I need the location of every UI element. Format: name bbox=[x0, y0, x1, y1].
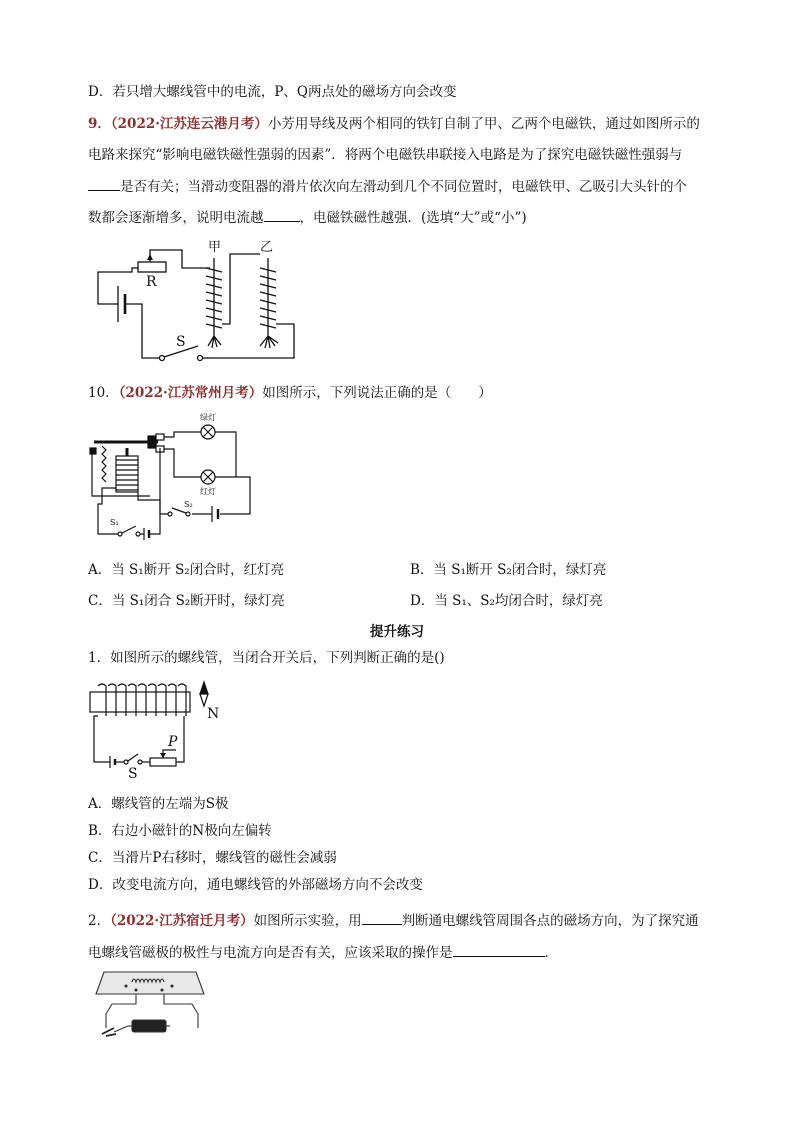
q9-label-jia: 甲 bbox=[208, 240, 222, 255]
p1-option-b: B．右边小磁针的N极向左偏转 bbox=[88, 823, 272, 839]
q10-source: （2022·江苏常州月考） bbox=[118, 385, 263, 401]
p2-source: （2022·江苏宿迁月考） bbox=[110, 913, 254, 929]
p1-option-a: A．螺线管的左端为S极 bbox=[88, 796, 229, 812]
p1-solenoid-figure bbox=[88, 678, 238, 783]
q10-relay-circuit-figure bbox=[88, 412, 258, 540]
q10-stem bbox=[88, 383, 492, 403]
p2-line-1 bbox=[88, 910, 699, 931]
q10-option-a: A．当 S₁断开 S₂闭合时，红灯亮 bbox=[88, 562, 285, 578]
q10-text: 如图所示，下列说法正确的是（ ） bbox=[262, 385, 492, 401]
q9-label-yi: 乙 bbox=[260, 240, 274, 255]
p2-line-2 bbox=[88, 942, 558, 963]
p1-label-p: P bbox=[168, 734, 178, 750]
p2-experiment-figure bbox=[92, 968, 212, 1046]
q9-line-4 bbox=[88, 207, 527, 228]
p1-label-s: S bbox=[128, 766, 138, 782]
q10-label-green-lamp: 绿灯 bbox=[200, 413, 216, 422]
p2-text-2b: ． bbox=[544, 945, 558, 961]
q9-label-r: R bbox=[146, 274, 157, 290]
p1-label-n: N bbox=[207, 706, 220, 722]
q9-blank-2[interactable] bbox=[264, 207, 300, 222]
q10-option-c: C．当 S₁闭合 S₂断开时，绿灯亮 bbox=[88, 593, 285, 609]
q9-text-3: 是否有关；当滑动变阻器的滑片依次向左滑动到几个不同位置时，电磁铁甲、乙吸引大头针的个 bbox=[120, 179, 687, 195]
q9-text-1: 小芳用导线及两个相同的铁钉自制了甲、乙两个电磁铁，通过如图所示的 bbox=[267, 116, 700, 132]
q9-source: （2022·江苏连云港月考） bbox=[110, 116, 268, 132]
p2-blank-1[interactable] bbox=[362, 910, 402, 925]
p2-text-1b: 判断通电螺线管周围各点的磁场方向，为了探究通 bbox=[401, 913, 699, 929]
p2-text-1a: 如图所示实验，用 bbox=[253, 913, 362, 929]
q9-text-4b: ，电磁铁磁性越强．(选填“大”或“小”) bbox=[299, 210, 527, 226]
q9-number: 9． bbox=[88, 116, 111, 132]
q9-line-3 bbox=[88, 176, 687, 197]
q9-line-1 bbox=[88, 114, 700, 134]
q10-option-d: D．当 S₁、S₂均闭合时，绿灯亮 bbox=[410, 593, 603, 609]
p2-text-2a: 电螺线管磁极的极性与电流方向是否有关，应该采取的操作是 bbox=[88, 945, 453, 961]
q10-label-red-lamp: 红灯 bbox=[200, 487, 216, 496]
p1-option-d: D．改变电流方向，通电螺线管的外部磁场方向不会改变 bbox=[88, 877, 423, 893]
p1-option-c: C．当滑片P右移时，螺线管的磁性会减弱 bbox=[88, 850, 337, 866]
q10-label-s1: S₁ bbox=[110, 518, 119, 527]
q10-option-b: B．当 S₁断开 S₂闭合时，绿灯亮 bbox=[410, 562, 607, 578]
q10-label-s2: S₂ bbox=[184, 500, 193, 509]
p2-number: 2． bbox=[88, 913, 111, 929]
q9-label-s: S bbox=[176, 334, 186, 350]
p2-blank-2[interactable] bbox=[453, 942, 545, 957]
q8-option-d: D．若只增大螺线管中的电流，P、Q两点处的磁场方向会改变 bbox=[88, 84, 457, 100]
q9-line-2: 电路来探究“影响电磁铁磁性强弱的因素”．将两个电磁铁串联接入电路是为了探究电磁铁磁性强弱与 bbox=[88, 147, 683, 163]
section-title: 提升练习 bbox=[370, 624, 424, 640]
q9-text-4a: 数都会逐渐增多，说明电流越 bbox=[88, 210, 264, 226]
q9-electromagnet-circuit-figure bbox=[90, 236, 310, 366]
q10-number: 10． bbox=[88, 385, 119, 401]
p1-stem: 1．如图所示的螺线管，当闭合开关后，下列判断正确的是() bbox=[88, 650, 445, 666]
q9-blank-1[interactable] bbox=[88, 176, 120, 191]
